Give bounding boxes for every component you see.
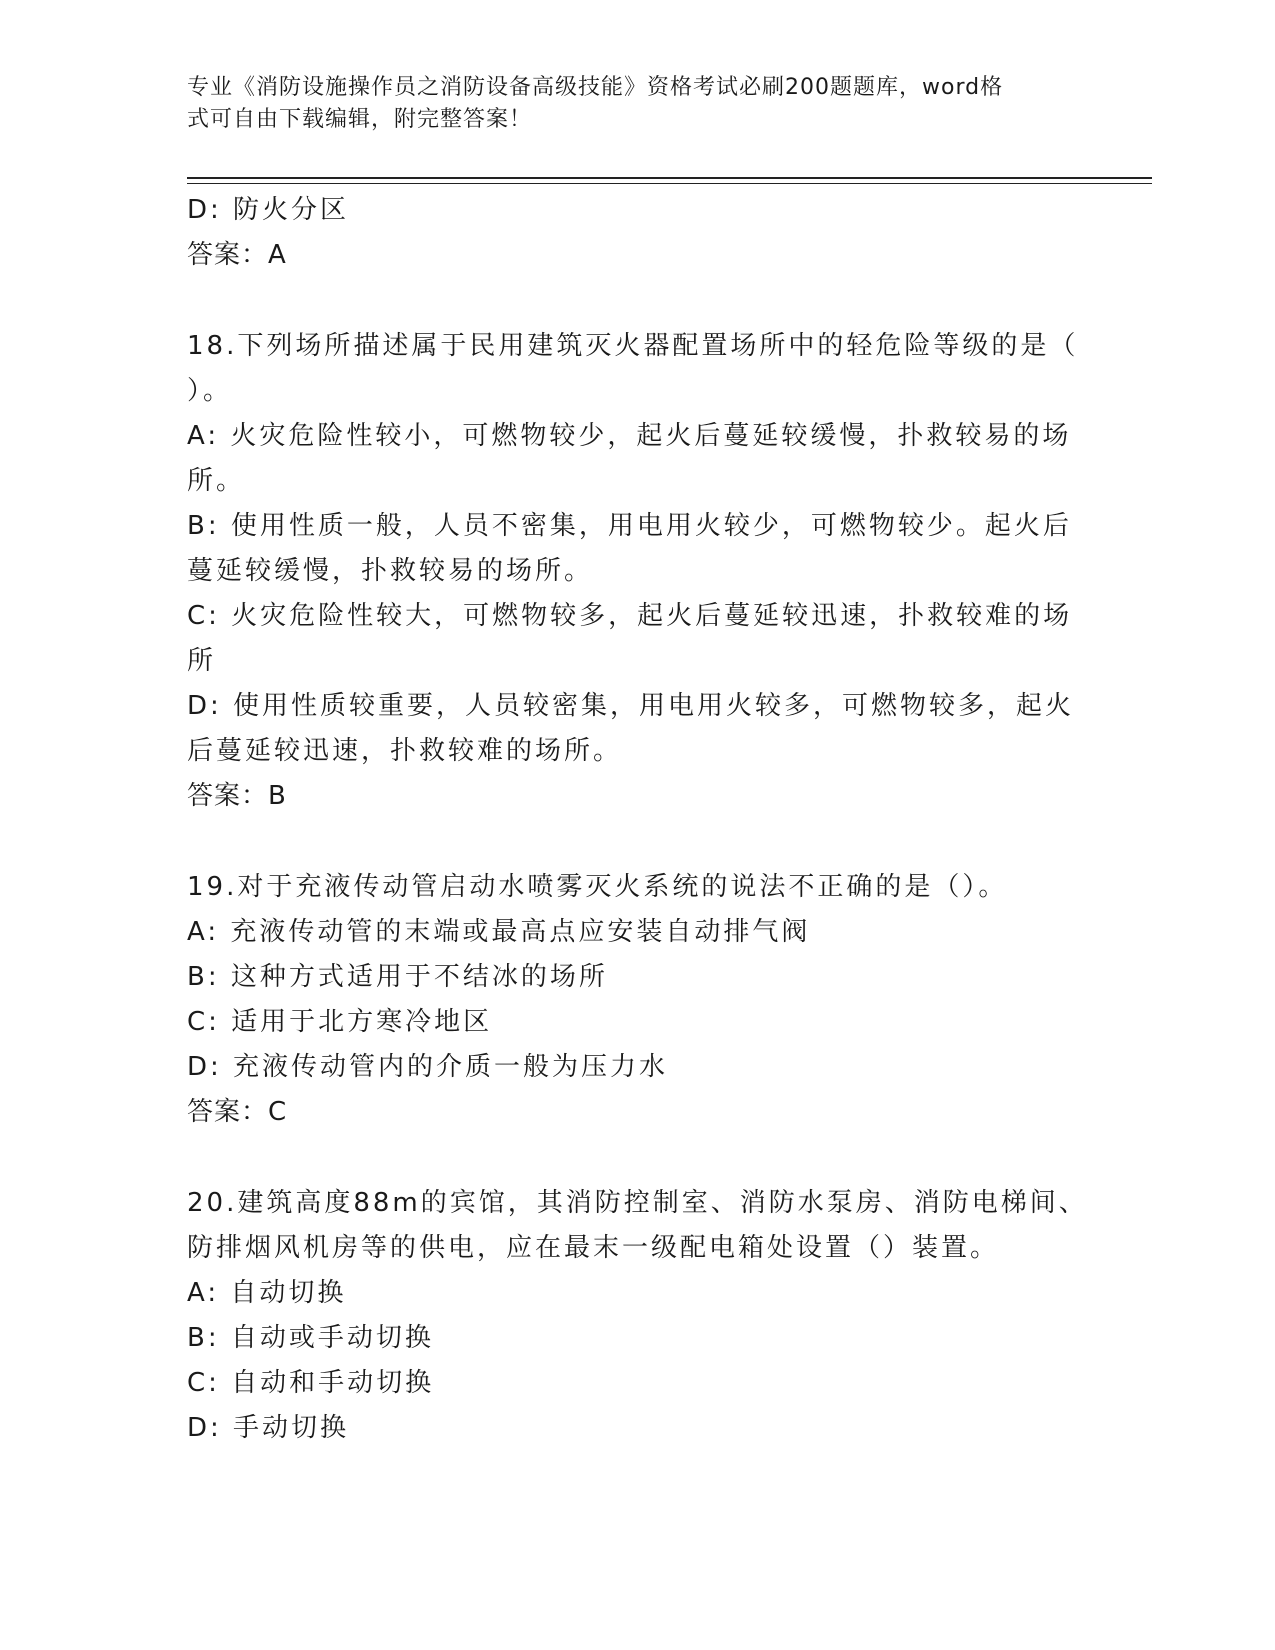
question-19	[187, 865, 1067, 1135]
header-line-2: 式可自由下载编辑，附完整答案！	[187, 107, 533, 132]
document-header	[187, 72, 1087, 136]
spacer	[187, 819, 1067, 865]
header-divider-thick	[187, 177, 1152, 179]
question-content	[187, 188, 1088, 1451]
header-divider-thin	[187, 183, 1152, 184]
option-d: D: 防火分区	[187, 195, 350, 225]
option-a: A: 自动切换	[187, 1278, 347, 1308]
option-c: C: 适用于北方寒冷地区	[187, 1007, 493, 1037]
question-stem: 18.下列场所描述属于民用建筑灭火器配置场所中的轻危险等级的是（	[187, 331, 1079, 361]
question-stem-continued: 防排烟风机房等的供电，应在最末一级配电箱处设置（）装置。	[187, 1233, 1000, 1263]
option-d-continued: 后蔓延较迅速，扑救较难的场所。	[187, 736, 623, 766]
option-d: D: 使用性质较重要，人员较密集，用电用火较多，可燃物较多，起火	[187, 691, 1075, 721]
option-b: B: 这种方式适用于不结冰的场所	[187, 962, 608, 992]
option-c: C: 火灾危险性较大，可燃物较多，起火后蔓延较迅速，扑救较难的场	[187, 601, 1073, 631]
header-line-1: 专业《消防设施操作员之消防设备高级技能》资格考试必刷200题题库，word格	[187, 75, 1004, 100]
answer-label: 答案：A	[187, 240, 287, 270]
option-a: A: 充液传动管的末端或最高点应安装自动排气阀	[187, 917, 811, 947]
answer-label: 答案：B	[187, 781, 287, 811]
option-d: D: 手动切换	[187, 1413, 350, 1443]
option-c-continued: 所	[187, 646, 217, 676]
question-stem-continued: ）。	[187, 376, 233, 406]
option-a-continued: 所。	[187, 466, 246, 496]
option-c: C: 自动和手动切换	[187, 1368, 435, 1398]
question-stem: 19.对于充液传动管启动水喷雾灭火系统的说法不正确的是（）。	[187, 872, 1008, 902]
option-b: B: 自动或手动切换	[187, 1323, 434, 1353]
question-18	[187, 324, 1079, 819]
answer-label: 答案：C	[187, 1097, 288, 1127]
option-b: B: 使用性质一般，人员不密集，用电用火较少，可燃物较少。起火后	[187, 511, 1072, 541]
option-a: A: 火灾危险性较小，可燃物较少，起火后蔓延较缓慢，扑救较易的场	[187, 421, 1072, 451]
spacer	[187, 1135, 1067, 1181]
previous-question-tail	[187, 188, 1067, 278]
option-b-continued: 蔓延较缓慢，扑救较易的场所。	[187, 556, 594, 586]
spacer	[187, 278, 1067, 324]
question-20	[187, 1181, 1088, 1451]
question-stem: 20.建筑高度88m的宾馆，其消防控制室、消防水泵房、消防电梯间、	[187, 1188, 1088, 1218]
option-d: D: 充液传动管内的介质一般为压力水	[187, 1052, 669, 1082]
